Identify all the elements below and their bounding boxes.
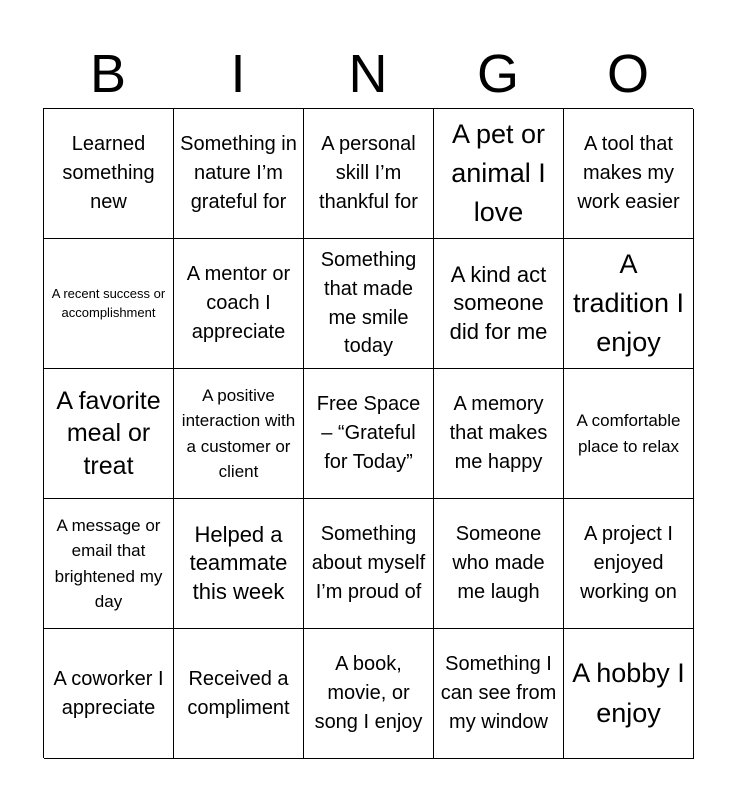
bingo-cell-o5[interactable]: A hobby I enjoy (564, 629, 694, 759)
bingo-header (43, 40, 693, 108)
bingo-cell-b2[interactable]: A recent success or accomplishment (44, 239, 174, 369)
bingo-cell-b1[interactable]: Learned something new (44, 109, 174, 239)
bingo-cell-i4[interactable]: Helped a teammate this week (174, 499, 304, 629)
bingo-cell-g2[interactable]: A kind act someone did for me (434, 239, 564, 369)
header-letter-i: I (230, 44, 246, 104)
bingo-cell-g5[interactable]: Something I can see from my window (434, 629, 564, 759)
bingo-cell-b4[interactable]: A message or email that brightened my day (44, 499, 174, 629)
bingo-cell-o1[interactable]: A tool that makes my work easier (564, 109, 694, 239)
bingo-cell-b3[interactable]: A favorite meal or treat (44, 369, 174, 499)
bingo-cell-i5[interactable]: Received a compliment (174, 629, 304, 759)
bingo-cell-n2[interactable]: Something that made me smile today (304, 239, 434, 369)
bingo-cell-n5[interactable]: A book, movie, or song I enjoy (304, 629, 434, 759)
bingo-cell-o3[interactable]: A comfortable place to relax (564, 369, 694, 499)
bingo-cell-b5[interactable]: A coworker I appreciate (44, 629, 174, 759)
header-letter-b: B (89, 44, 127, 104)
bingo-cell-i2[interactable]: A mentor or coach I appreciate (174, 239, 304, 369)
header-letter-g: G (476, 44, 519, 104)
bingo-cell-g1[interactable]: A pet or animal I love (434, 109, 564, 239)
bingo-cell-o2[interactable]: A tradition I enjoy (564, 239, 694, 369)
header-letter-o: O (606, 44, 649, 104)
header-letter-n: N (348, 44, 388, 104)
bingo-cell-i3[interactable]: A positive interaction with a customer or client (174, 369, 304, 499)
bingo-cell-i1[interactable]: Something in nature I’m grateful for (174, 109, 304, 239)
bingo-cell-g4[interactable]: Someone who made me laugh (434, 499, 564, 629)
bingo-cell-n4[interactable]: Something about myself I’m proud of (304, 499, 434, 629)
bingo-cell-o4[interactable]: A project I enjoyed working on (564, 499, 694, 629)
bingo-card (43, 108, 693, 758)
bingo-cell-g3[interactable]: A memory that makes me happy (434, 369, 564, 499)
bingo-cell-n1[interactable]: A personal skill I’m thankful for (304, 109, 434, 239)
bingo-cell-free-space[interactable]: Free Space – “Grateful for Today” (304, 369, 434, 499)
